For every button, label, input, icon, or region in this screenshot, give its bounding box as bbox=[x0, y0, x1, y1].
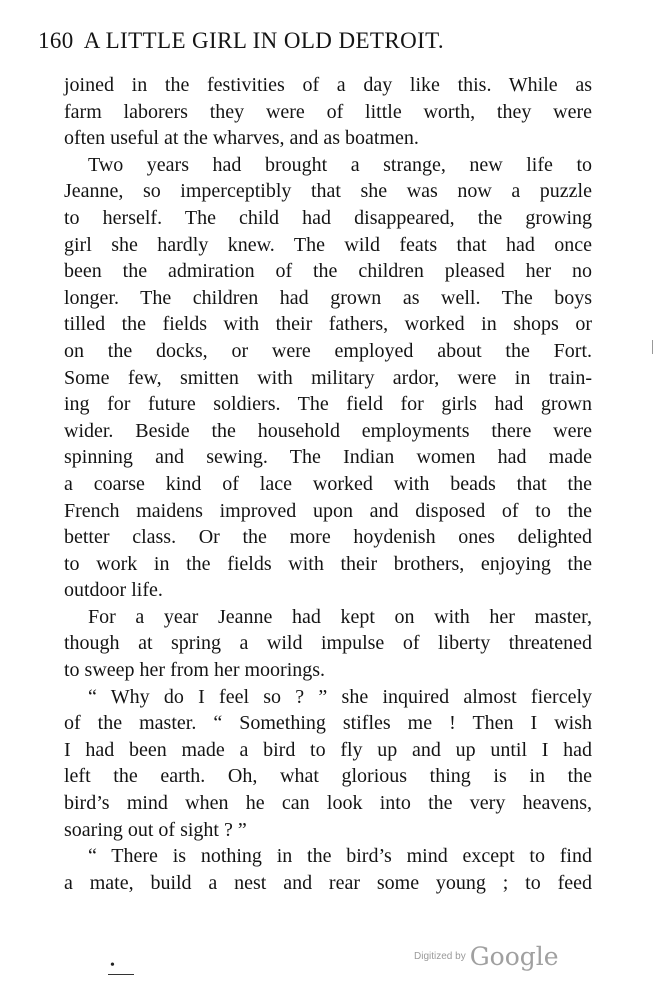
text-line: Some few, smitten with military ardor, were in train- bbox=[64, 366, 592, 389]
text-line: bird’s mind when he can look into the very heavens, bbox=[64, 792, 592, 815]
text-line: to sweep her from her moorings. bbox=[64, 659, 326, 682]
watermark-prefix: Digitized by bbox=[414, 951, 466, 962]
paragraph-3 bbox=[64, 604, 592, 684]
signature-mark: • bbox=[110, 958, 115, 973]
text-line: Jeanne, so imperceptibly that she was now a puzzle bbox=[64, 180, 592, 203]
text-line: tilled the fields with their fathers, worked in shops or bbox=[64, 313, 592, 336]
text-line: wider. Beside the household employments there were bbox=[64, 419, 592, 442]
text-line: better class. Or the more hoydenish ones delighted bbox=[64, 526, 592, 549]
text-line: left the earth. Oh, what glorious thing is in the bbox=[64, 765, 592, 788]
margin-mark bbox=[652, 340, 653, 354]
text-line: of the master. “ Something stifles me ! Then I wish bbox=[64, 712, 592, 735]
footer-rule bbox=[108, 974, 134, 975]
text-line: I had been made a bird to fly up and up until I had bbox=[64, 738, 592, 761]
text-line: Two years had brought a strange, new life to bbox=[88, 153, 592, 176]
text-line: For a year Jeanne had kept on with her master, bbox=[88, 605, 592, 628]
text-line: a mate, build a nest and rear some young ; to feed bbox=[64, 871, 592, 894]
text-line: girl she hardly knew. The wild feats that had once bbox=[64, 233, 592, 256]
paragraph-4 bbox=[64, 684, 592, 844]
text-line: outdoor life. bbox=[64, 579, 163, 602]
text-line: soaring out of sight ? ” bbox=[64, 818, 247, 841]
google-logo: Google bbox=[469, 942, 559, 971]
text-line: to work in the fields with their brothers, enjoying the bbox=[64, 552, 592, 575]
paragraph-2 bbox=[64, 152, 592, 604]
text-line: though at spring a wild impulse of liberty threatened bbox=[64, 632, 592, 655]
text-line: to herself. The child had disappeared, the growing bbox=[64, 206, 592, 229]
text-line: “ Why do I feel so ? ” she inquired almost fiercely bbox=[88, 685, 592, 708]
text-line: spinning and sewing. The Indian women had made bbox=[64, 446, 592, 469]
text-line: a coarse kind of lace worked with beads that the bbox=[64, 472, 592, 495]
page-number: 160 bbox=[38, 28, 74, 53]
paragraph-1 bbox=[64, 72, 592, 152]
text-line: often useful at the wharves, and as boatmen. bbox=[64, 127, 419, 150]
body-text bbox=[64, 72, 592, 896]
text-line: French maidens improved upon and disposed of to the bbox=[64, 499, 592, 522]
text-line: joined in the festivities of a day like this. While as bbox=[64, 74, 592, 96]
text-line: longer. The children had grown as well. The boys bbox=[64, 286, 592, 309]
text-line: farm laborers they were of little worth, they were bbox=[64, 100, 592, 123]
paragraph-5 bbox=[64, 843, 592, 896]
text-line: been the admiration of the children pleased her no bbox=[64, 260, 592, 283]
running-head bbox=[38, 28, 638, 58]
text-line: on the docks, or were employed about the Fort. bbox=[64, 339, 592, 362]
text-line: ing for future soldiers. The field for girls had grown bbox=[64, 393, 592, 416]
digitized-watermark bbox=[414, 942, 559, 971]
running-title: A LITTLE GIRL IN OLD DETROIT. bbox=[83, 28, 445, 53]
text-line: “ There is nothing in the bird’s mind except to find bbox=[88, 845, 592, 868]
